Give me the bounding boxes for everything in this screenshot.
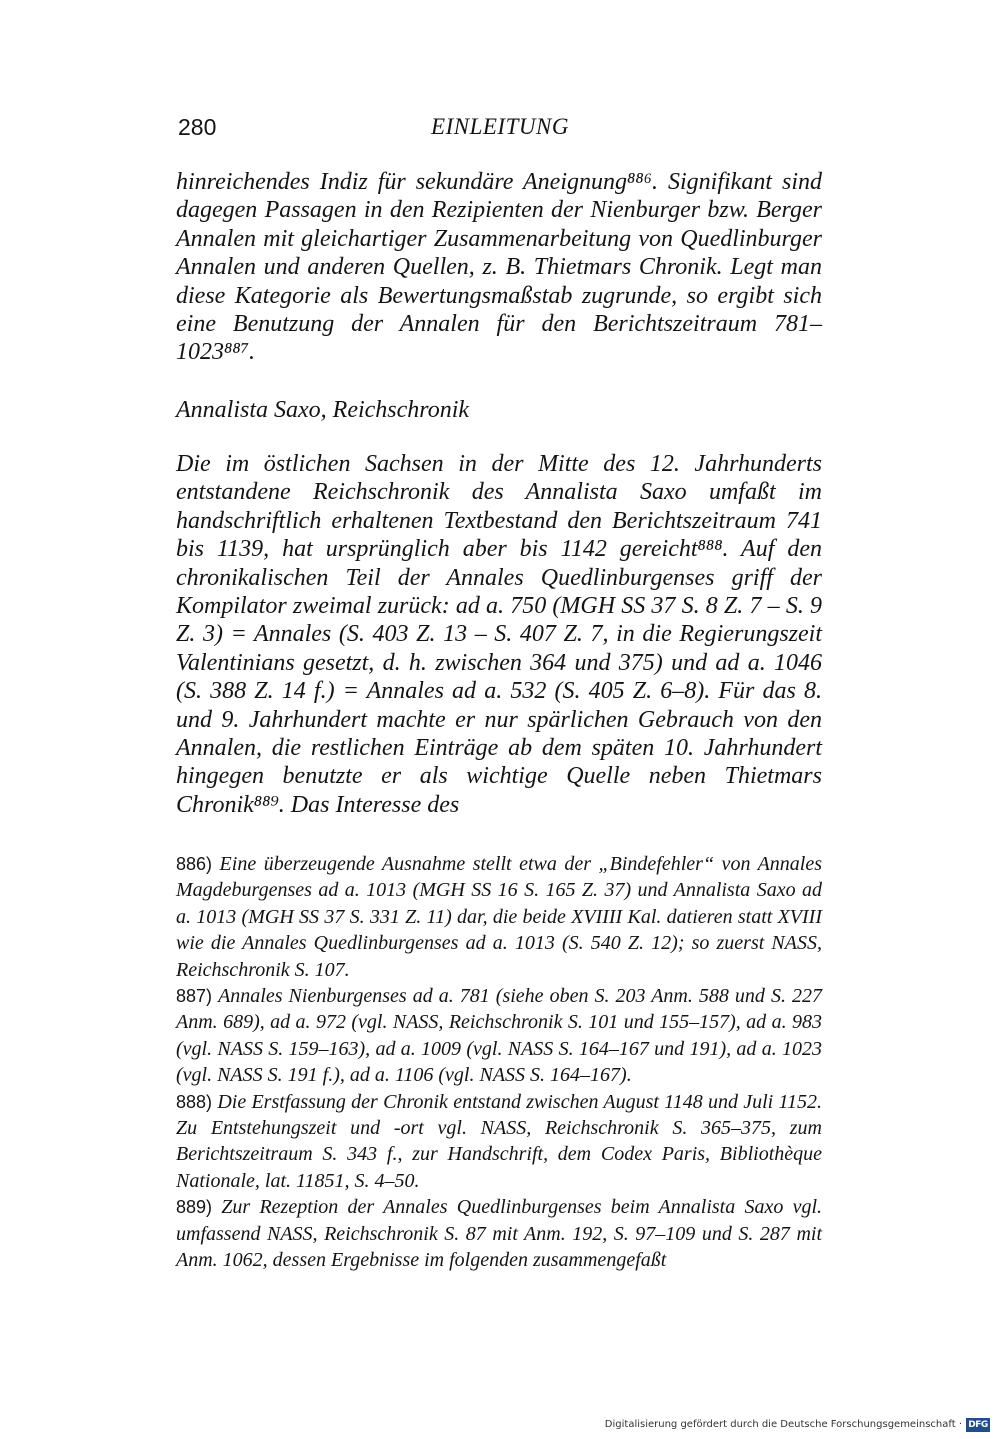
funding-note: Digitalisierung gefördert durch die Deutsche Forschungsgemeinschaft · [604,1419,962,1430]
footnote-number: 889 ) [176,1197,221,1217]
footnote-number: 886 ) [176,854,220,874]
running-head: EINLEITUNG [431,114,569,139]
footnote [176,983,822,1089]
page-number: 280 [178,114,217,140]
footnote [176,1089,822,1195]
body-paragraph: hinreichendes Indiz für sekundäre Aneignung⁸⁸⁶. Signifikant sind dagegen Passagen in den Rezipienten der Nienburger bzw. Berger Annalen mit gleichartiger Zusammenarbeitung von Quedlinburger Annalen und anderen Quellen, z. B. Thietmars Chronik. Legt man diese Kategorie als Bewertungsmaßstab zugrunde, so ergibt sich eine Benutzung der Annalen für den Berichtszeitraum 781–1023⁸⁸⁷. [176,169,822,366]
dfg-logo: DFG [966,1418,990,1432]
footnotes [176,851,822,1274]
footnote-text: Annales Nienburgenses ad a. 781 (siehe oben S. 203 Anm. 588 und S. 227 Anm. 689), ad a. 972 (vgl. NASS, Reichschronik S. 101 und 155–157), ad a. 983 (vgl. NASS S. 159–163), ad a. 1009 (vgl. NASS S. 164–167 und 191), ad a. 1023 (vgl. NASS S. 191 f.), ad a. 1106 (vgl. NASS S. 164–167). [176,985,822,1087]
footnote-text: Die Erstfassung der Chronik entstand zwischen August 1148 und Juli 1152. Zu Entstehungszeit und -ort vgl. NASS, Reichschronik S. 365–375, zum Berichtszeitraum S. 343 f., zur Handschrift, dem Codex Paris, Bibliothèque Nationale, lat. 11851, S. 4–50. [176,1090,822,1192]
footnote-number: 888 ) [176,1092,217,1112]
footnote [176,851,822,983]
section-heading: Annalista Saxo, Reichschronik [176,397,470,423]
footnote [176,1194,822,1273]
footnote-number: 887 ) [176,986,218,1006]
footnote-text: Zur Rezeption der Annales Quedlinburgenses beim Annalista Saxo vgl. umfassend NASS, Reichschronik S. 87 mit Anm. 192, S. 97–109 und S. 287 mit Anm. 1062, dessen Ergebnisse im folgenden zusammengefaßt [176,1196,823,1272]
body-paragraph: Die im östlichen Sachsen in der Mitte des 12. Jahrhunderts entstandene Reichschronik des Annalista Saxo umfaßt im handschriftlich erhaltenen Textbestand den Berichtszeitraum 741 bis 1139, hat ursprünglich aber bis 1142 gereicht⁸⁸⁸. Auf den chronikalischen Teil der Annales Quedlinburgenses griff der Kompilator zweimal zurück: ad a. 750 (MGH SS 37 S. 8 Z. 7 – S. 9 Z. 3) = Annales (S. 403 Z. 13 – S. 407 Z. 7, in die Regierungszeit Valentinians gesetzt, d. h. zwischen 364 und 375) und ad a. 1046 (S. 388 Z. 14 f.) = Annales ad a. 532 (S. 405 Z. 6–8). Für das 8. und 9. Jahrhundert machte er nur spärlichen Gebrauch von den Annalen, die restlichen Einträge ab dem späten 10. Jahrhundert hingegen benutzte er als wichtige Quelle neben Thietmars Chronik⁸⁸⁹. Das Interesse des [176,451,822,818]
footnote-text: Eine überzeugende Ausnahme stellt etwa der „Bindefehler“ von Annales Magdeburgenses ad a. 1013 (MGH SS 16 S. 165 Z. 37) und Annalista Saxo ad a. 1013 (MGH SS 37 S. 331 Z. 11) dar, die beide XVIIII Kal. datieren statt XVIII wie die Annales Quedlinburgenses ad a. 1013 (S. 540 Z. 12); so zuerst NASS, Reichschronik S. 107. [176,853,823,981]
